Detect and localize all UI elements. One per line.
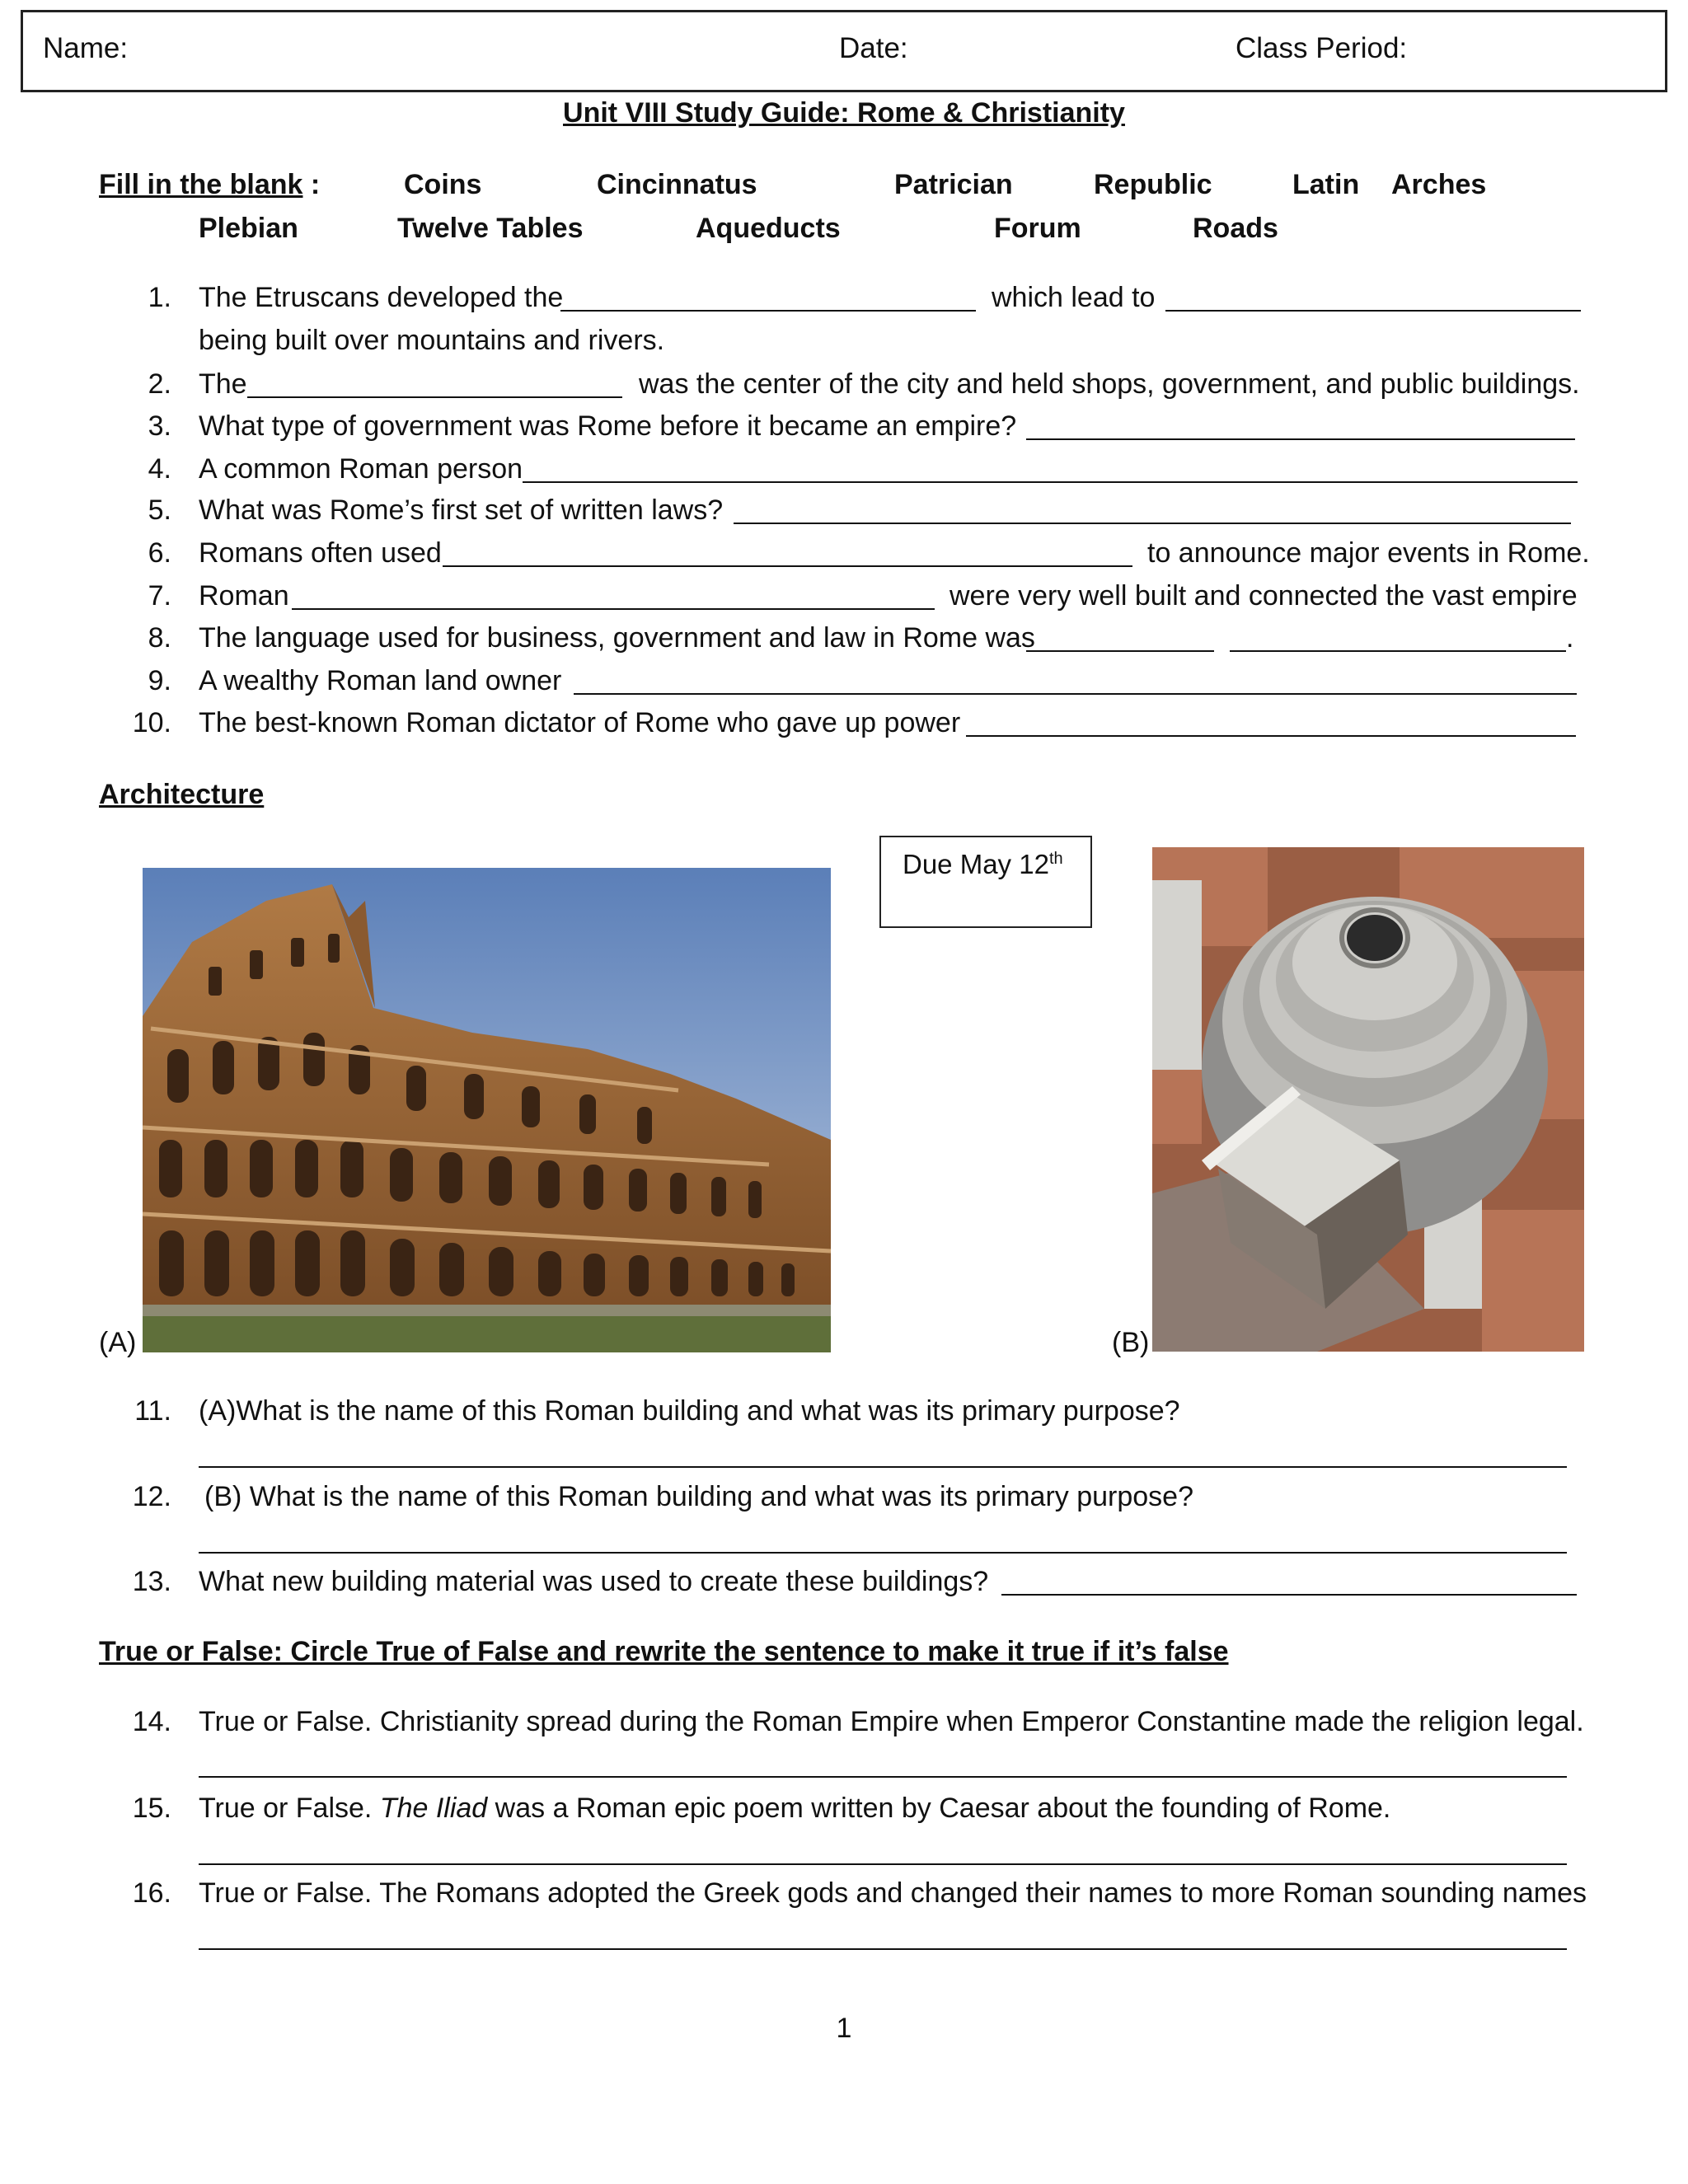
word-bank-item: Aqueducts (696, 213, 841, 244)
answer-blank[interactable] (443, 565, 1132, 567)
question-number: 9. (148, 665, 171, 696)
answer-blank[interactable] (1001, 1594, 1577, 1596)
question-text: (B) What is the name of this Roman building and what was its primary purpose? (204, 1481, 1193, 1512)
due-date-box: Due May 12th (879, 836, 1092, 928)
answer-blank[interactable] (734, 523, 1571, 524)
answer-blank[interactable] (523, 481, 1578, 483)
answer-blank[interactable] (1026, 650, 1214, 652)
answer-line[interactable] (199, 1552, 1567, 1554)
question-number: 2. (148, 368, 171, 400)
word-bank-item: Republic (1094, 169, 1212, 200)
name-label: Name: (43, 32, 129, 64)
header-box (21, 10, 1667, 92)
question-number: 14. (132, 1706, 171, 1737)
question-number: 1. (148, 282, 171, 313)
question-number: 5. (148, 494, 171, 526)
question-text: The (199, 368, 247, 400)
question-text: The Etruscans developed the (199, 282, 564, 313)
question-text: Roman (199, 580, 289, 612)
answer-blank[interactable] (1026, 438, 1575, 440)
question-end-punct: . (1566, 622, 1574, 654)
date-label: Date: (839, 32, 908, 64)
photo-label-a: (A) (99, 1327, 137, 1358)
pantheon-photo (1152, 847, 1584, 1352)
question-text: What type of government was Rome before it became an empire? (199, 410, 1017, 442)
answer-line[interactable] (199, 1863, 1567, 1865)
answer-blank[interactable] (1165, 310, 1581, 312)
question-text: The language used for business, government and law in Rome was (199, 622, 1035, 654)
question-text: What new building material was used to create these buildings? (199, 1566, 989, 1597)
answer-blank[interactable] (1230, 650, 1566, 652)
word-bank-item: Roads (1193, 213, 1278, 244)
question-number: 3. (148, 410, 171, 442)
answer-line[interactable] (199, 1948, 1567, 1950)
question-number: 6. (148, 537, 171, 569)
answer-blank[interactable] (966, 735, 1576, 737)
question-number: 10. (132, 707, 171, 738)
question-number: 13. (132, 1566, 171, 1597)
question-text: True or False. Christianity spread during the Roman Empire when Emperor Constantine made the religion legal. (199, 1706, 1584, 1737)
question-number: 8. (148, 622, 171, 654)
question-text: was the center of the city and held shops, government, and public buildings. (639, 368, 1580, 400)
question-text: Romans often used (199, 537, 442, 569)
question-text: (A)What is the name of this Roman building and what was its primary purpose? (199, 1395, 1180, 1427)
answer-line[interactable] (199, 1776, 1567, 1778)
photo-label-b: (B) (1112, 1327, 1150, 1358)
fill-blank-heading: Fill in the blank : (99, 169, 321, 200)
question-text: What was Rome’s first set of written laws? (199, 494, 724, 526)
question-number: 16. (132, 1877, 171, 1909)
answer-blank[interactable] (292, 608, 935, 610)
word-bank-item: Plebian (199, 213, 298, 244)
question-text: which lead to (992, 282, 1156, 313)
question-number: 4. (148, 453, 171, 485)
word-bank-item: Twelve Tables (397, 213, 584, 244)
colosseum-photo (143, 868, 831, 1352)
word-bank-item: Coins (404, 169, 482, 200)
question-number: 12. (132, 1481, 171, 1512)
question-text: True or False. The Iliad was a Roman epic poem written by Caesar about the founding of Rome. (199, 1793, 1391, 1824)
question-text: to announce major events in Rome. (1147, 537, 1590, 569)
word-bank-item: Cincinnatus (597, 169, 757, 200)
page-number: 1 (836, 2013, 852, 2044)
word-bank-item: Arches (1391, 169, 1487, 200)
class-period-label: Class Period: (1236, 32, 1408, 64)
page-title: Unit VIII Study Guide: Rome & Christianity (563, 97, 1125, 129)
answer-blank[interactable] (574, 693, 1577, 695)
word-bank-item: Patrician (894, 169, 1013, 200)
question-text: A common Roman person (199, 453, 523, 485)
question-text: being built over mountains and rivers. (199, 325, 665, 356)
question-text: A wealthy Roman land owner (199, 665, 562, 696)
question-number: 15. (132, 1793, 171, 1824)
question-number: 11. (134, 1395, 171, 1427)
word-bank-item: Forum (994, 213, 1081, 244)
question-text: True or False. The Romans adopted the Greek gods and changed their names to more Roman sounding names (199, 1877, 1587, 1909)
answer-blank[interactable] (560, 310, 976, 312)
question-text: The best-known Roman dictator of Rome who gave up power (199, 707, 961, 738)
question-text: were very well built and connected the vast empire (950, 580, 1578, 612)
question-number: 7. (148, 580, 171, 612)
word-bank-item: Latin (1292, 169, 1360, 200)
answer-blank[interactable] (247, 396, 622, 398)
true-false-heading: True or False: Circle True of False and rewrite the sentence to make it true if it’s false (99, 1636, 1229, 1667)
answer-line[interactable] (199, 1466, 1567, 1468)
architecture-heading: Architecture (99, 779, 265, 810)
